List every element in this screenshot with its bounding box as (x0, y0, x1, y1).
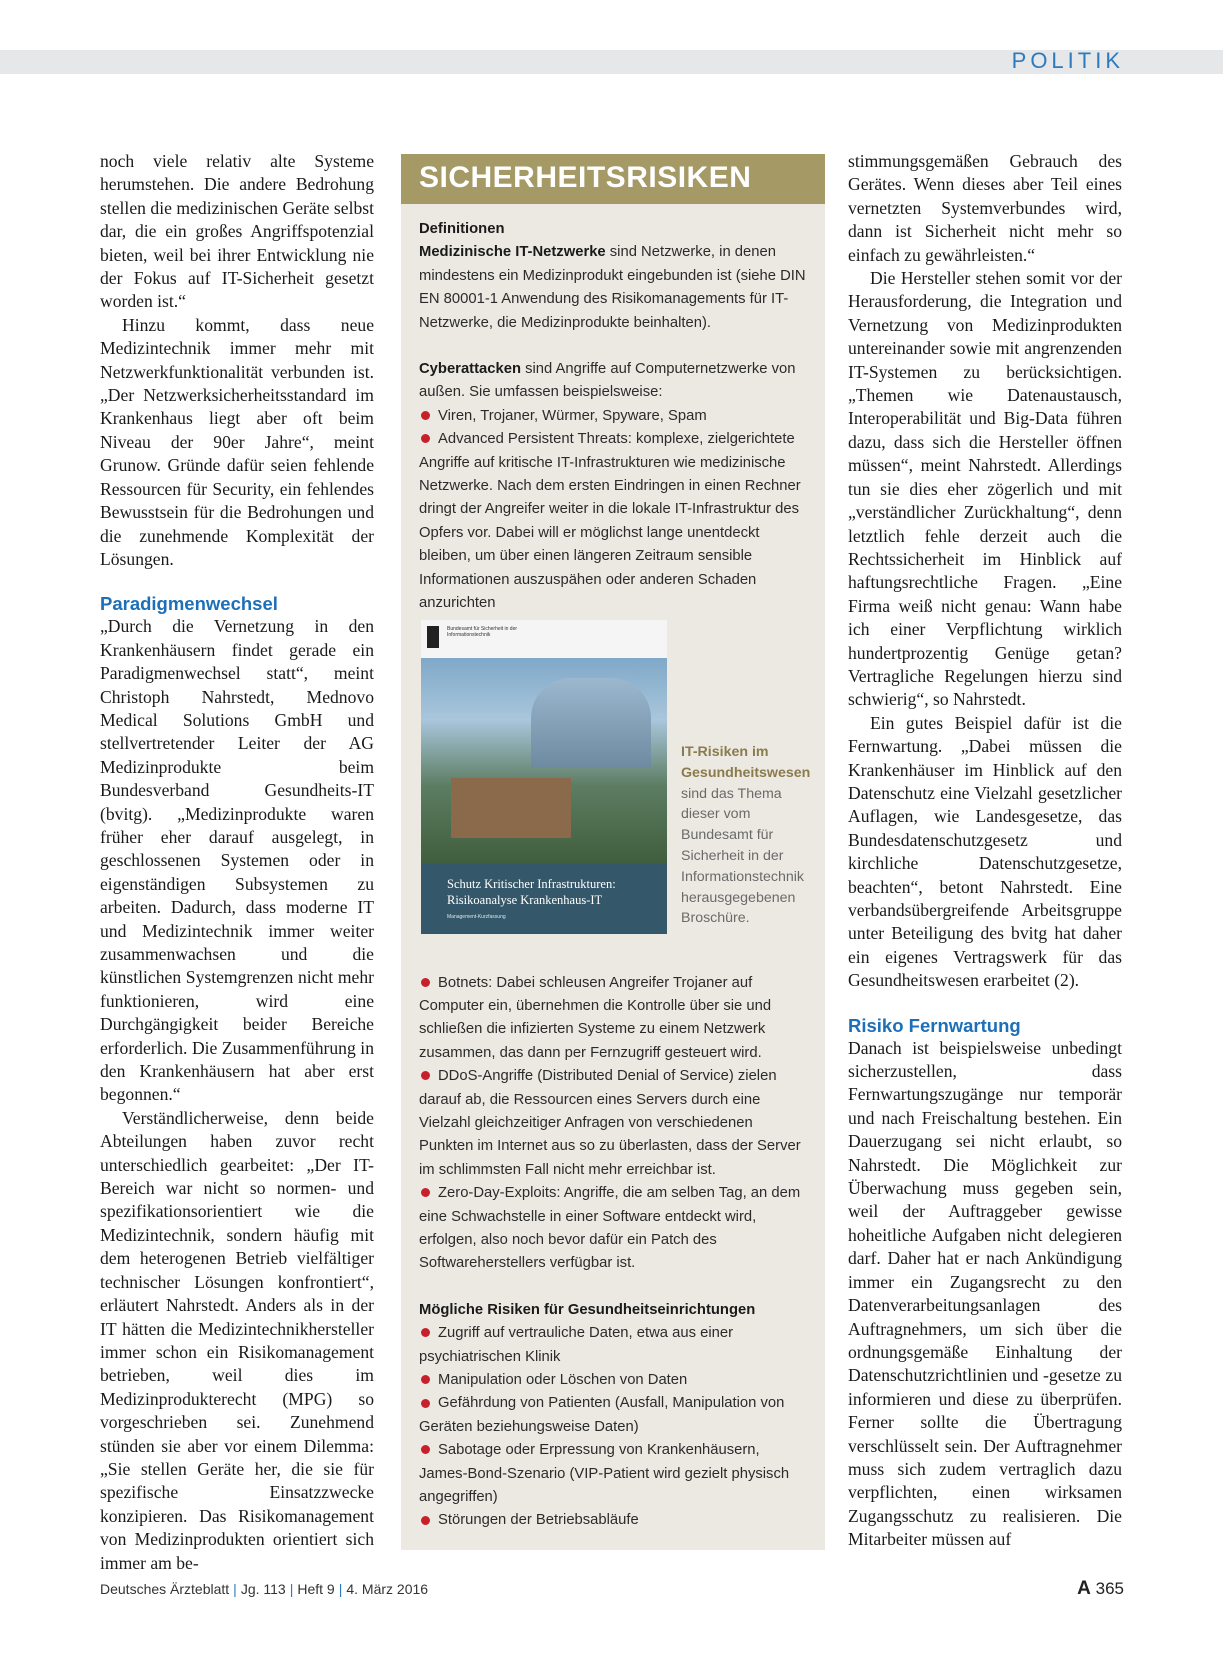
list-item-text: Manipulation oder Löschen von Daten (438, 1372, 688, 1388)
article-column-right (848, 150, 1122, 1552)
list-item (419, 405, 809, 428)
federal-eagle-icon (427, 626, 439, 648)
brochure-title (447, 876, 657, 908)
brochure-subtitle: Management-Kurzfassung (447, 914, 506, 920)
list-item-text: Advanced Persistent Threats: komplexe, zielgerichtete Angriffe auf kritische IT-Infrastrukturen wie medizinische Netzwerke. Nach dem ersten Eindringen in einen Rechner dringt der Angreifer weiter in die lokale IT-Infrastruktur des Opfers vor. Dabei will er möglichst lange unentdeckt bleiben, um über einen längeren Zeitraum sensible Informationen auszuspähen oder anderen Schaden anzurichten (419, 431, 801, 612)
bullet-icon (421, 1445, 430, 1454)
building-shape (531, 678, 651, 768)
paragraph: stimmungsgemäßen Gebrauch des Gerätes. Wenn dieses aber Teil eines vernetzten Systemverbundes wird, dann ist Sicherheit nicht mehr so einfach zu gewährleisten.“ (848, 151, 1122, 265)
list-item-text: Botnets: Dabei schleusen Angreifer Trojaner auf Computer ein, übernehmen die Kontrolle über sie und schließen die infizierten Systeme zu einem Netzwerk zusammen, das dann per Fernzugriff gesteuert wird. (419, 974, 772, 1061)
paragraph: noch viele relativ alte Systeme herumstehen. Die andere Bedrohung stellen die medizinischen Geräte selbst dar, die ein großes Angriffspotenzial bieten, weil bei ihrer Entwicklung nie der Fokus auf IT-Sicherheit gesetzt worden ist.“ (100, 151, 374, 312)
paragraph: „Durch die Vernetzung in den Krankenhäusern findet gerade ein Paradigmenwechsel statt“, meint Christoph Nahrstedt, Mednovo Medical Solutions GmbH und stellvertretender Leiter der AG Medizinprodukte beim Bundesverband Gesundheits-IT (bvitg). „Medizinprodukte waren früher eher darauf ausgelegt, in geschlossenen Systemen oder in eigenständigen Subsystemen zu arbeiten. Dadurch, dass moderne IT und Medizintechnik immer weiter zusammenwachsen und die künstlichen Systemgrenzen nicht mehr funktionieren, wird eine Durchgängigkeit beider Bereiche erforderlich. Die Zusammenführung in den Krankenhäusern hat aber erst begonnen.“ (100, 616, 374, 1105)
bullet-icon (421, 1516, 430, 1525)
building-shape (451, 778, 571, 838)
issue-date: 4. März 2016 (346, 1581, 429, 1597)
definition-text: sind Netzwerke, in denen mindestens ein Medizinprodukt eingebunden ist (siehe DIN EN 80001-1 Anwendung des Risikomanagements für IT-Netzwerke, die Medizinprodukte beinhalten). (419, 244, 806, 331)
list-item (419, 1065, 809, 1182)
term-medizinische-it-netzwerke: Medizinische IT-Netzwerke (419, 244, 606, 261)
info-box-title: SICHERHEITSRISIKEN (419, 161, 752, 194)
hospital-photo (421, 658, 667, 864)
agency-name: Bundesamt für Sicherheit in der Informationstechnik (447, 626, 518, 638)
list-item-text: Sabotage oder Erpressung von Krankenhäusern, James-Bond-Szenario (VIP-Patient wird gezielt physisch angegriffen) (419, 1442, 790, 1506)
list-item-text: Gefährdung von Patienten (Ausfall, Manipulation von Geräten beziehungsweise Daten) (419, 1395, 785, 1435)
paragraph: Danach ist beispielsweise unbedingt sicherzustellen, dass Fernwartungszugänge nur temporär und nach Freischaltung bestehen. Ein Dauerzugang sei nicht erlaubt, so Nahrstedt. Die Möglichkeit zur Überwachung muss gegeben sein, weil der Auftraggeber gewisse hoheitliche Aufgaben nicht delegieren darf. Daher hat er nach Ankündigung immer ein Zugangsrecht zu den Datenverarbeitungsanlagen des Auftragnehmers, um sich über die ordnungsgemäße Einhaltung der Datenschutzrichtlinien und -gesetze zu informieren und diese zu überprüfen. Ferner sollte die Übertragung verschlüsselt sein. Der Auftragnehmer muss sich zudem vertraglich dazu verpflichten, einen wirksamen Zugangsschutz zu realisieren. Die Mitarbeiter müssen auf (848, 1037, 1122, 1550)
caption-text: sind das Thema dieser vom Bundesamt für Sicherheit in der Informationstechnik herausgegebenen Broschüre. (681, 785, 805, 927)
list-item-text: Zugriff auf vertrauliche Daten, etwa aus einer psychiatrischen Klinik (419, 1325, 733, 1365)
list-item (419, 1369, 809, 1392)
paragraph: Verständlicherweise, denn beide Abteilungen haben zuvor recht unterschiedlich gearbeitet: „Der IT-Bereich war nicht so normen- und spezifikationsorientiert wie die Medizintechnik, sondern häufig mit dem heterogenen Betrieb vielfältiger technischer Lösungen konfrontiert“, erläutert Nahrstedt. Anders als in der IT hätten die Medizintechnikhersteller immer schon ein Risikomanagement betrieben, weil dies im Medizinprodukterecht (MPG) so vorgeschrieben sei. Zunehmend stünden sie aber vor einem Dilemma: „Sie stellen Geräte her, die sie für spezifische Einsatzzwecke konzipieren. Das Risikomanagement von Medizinprodukten orientiert sich immer am be- (100, 1107, 374, 1573)
definition-cyberattacken (419, 358, 809, 405)
brochure-title-line: Schutz Kritischer Infrastrukturen: (447, 877, 616, 891)
volume: Jg. 113 (240, 1581, 286, 1597)
brochure-title-line: Risikoanalyse Krankenhaus-IT (447, 893, 603, 907)
figure-caption (681, 742, 815, 929)
list-item (419, 972, 809, 1066)
bullet-icon (421, 978, 430, 987)
bullet-icon (421, 411, 430, 420)
list-item (419, 1439, 809, 1509)
page-number-value: 365 (1095, 1579, 1124, 1598)
bullet-icon (421, 1188, 430, 1197)
list-item (419, 1509, 809, 1532)
bullet-icon (421, 1399, 430, 1408)
subheading-risiko-fernwartung: Risiko Fernwartung (848, 1014, 1021, 1036)
info-box-header (401, 154, 825, 204)
page-prefix: A (1077, 1578, 1091, 1599)
paragraph: Ein gutes Beispiel dafür ist die Fernwartung. „Dabei müssen die Krankenhäuser im Hinblick auf den Datenschutz eine Vielzahl gesetzlicher Auflagen, wie Landesgesetze, das Bundesdatenschutzgesetz und kirchliche Datenschutzgesetze, beachten“, betont Nahrstedt. Eine verbandsübergreifende Arbeitsgruppe unter Beteiligung des bvitg hat daher ein eigenes Vertragswerk für das Gesundheitswesen erarbeitet (2). (848, 712, 1122, 991)
list-item (419, 428, 809, 615)
list-item (419, 1392, 809, 1439)
issue: Heft 9 (297, 1581, 335, 1597)
definition-text: sind Angriffe auf Computernetzwerke von außen. Sie umfassen beispielsweise: (419, 361, 796, 401)
caption-title: IT-Risiken im Gesundheitswesen (681, 744, 811, 781)
brochure-cover-image (421, 620, 667, 934)
brochure-cover-header (421, 620, 667, 658)
paragraph: Hinzu kommt, dass neue Medizintechnik immer mehr mit Netzwerkfunktionalität verbunden ist. „Der Netzwerksicherheitsstandard im Krankenhaus liegt aber oft beim Niveau der 90er Jahre“, meint Grunow. Gründe dafür seien fehlende Ressourcen für Security, ein fehlendes Bewusstsein für die Bedrohungen und die zunehmende Komplexität der Lösungen. (100, 314, 374, 569)
list-item-text: Zero-Day-Exploits: Angriffe, die am selben Tag, an dem eine Schwachstelle in einer Software entdeckt wird, erfolgen, also noch bevor dafür ein Patch des Softwareherstellers verfügbar ist. (419, 1185, 801, 1272)
list-item (419, 1182, 809, 1276)
list-item-text: DDoS-Angriffe (Distributed Denial of Service) zielen darauf ab, die Ressourcen eines Servers durch eine Vielzahl gleichzeitiger Anfragen von verschiedenen Punkten im Internet aus so zu überlasten, dass der Server im schlimmsten Fall nicht mehr erreichbar ist. (419, 1068, 801, 1178)
definition-mit (419, 241, 809, 335)
list-item-text: Störungen der Betriebsabläufe (438, 1512, 639, 1529)
list-item (419, 1322, 809, 1369)
bullet-icon (421, 1375, 430, 1384)
paragraph: Die Hersteller stehen somit vor der Herausforderung, die Integration und Vernetzung von Medizinprodukten untereinander sowie mit angrenzenden IT-Systemen zu berücksichtigen. „Themen wie Datenaustausch, Interoperabilität und Big-Data führen dazu, dass sich die Hersteller öffnen müssen“, meint Nahrstedt. Allerdings tun sie dies eher zögerlich und mit „verständlicher Zurückhaltung“, denn letztlich fehle derzeit auch die Rechtssicherheit im Hinblick auf haftungsrechtliche Fragen. „Eine Firma weiß nicht genau: Wann habe ich einer Verpflichtung wirklich hundertprozentig Genüge getan? Vertragliche Regelungen hierzu sind schwierig“, so Nahrstedt. (848, 268, 1122, 710)
brochure-title-band (421, 864, 667, 934)
footer: Deutsches Ärzteblatt | Jg. 113 | Heft 9 | 4. März 2016 (100, 1581, 429, 1597)
definitions-heading: Definitionen (419, 221, 505, 237)
bullet-icon (421, 1328, 430, 1337)
journal-name: Deutsches Ärzteblatt (100, 1581, 230, 1597)
bullet-icon (421, 434, 430, 443)
page-number (1077, 1578, 1124, 1600)
subheading-paradigmenwechsel: Paradigmenwechsel (100, 593, 278, 615)
bullet-icon (421, 1071, 430, 1080)
term-cyberattacken: Cyberattacken (419, 361, 521, 378)
article-column-left (100, 150, 374, 1575)
risks-heading: Mögliche Risiken für Gesundheitseinrichtungen (419, 1301, 756, 1318)
section-label: POLITIK (1011, 48, 1124, 73)
list-item-text: Viren, Trojaner, Würmer, Spyware, Spam (438, 407, 707, 424)
